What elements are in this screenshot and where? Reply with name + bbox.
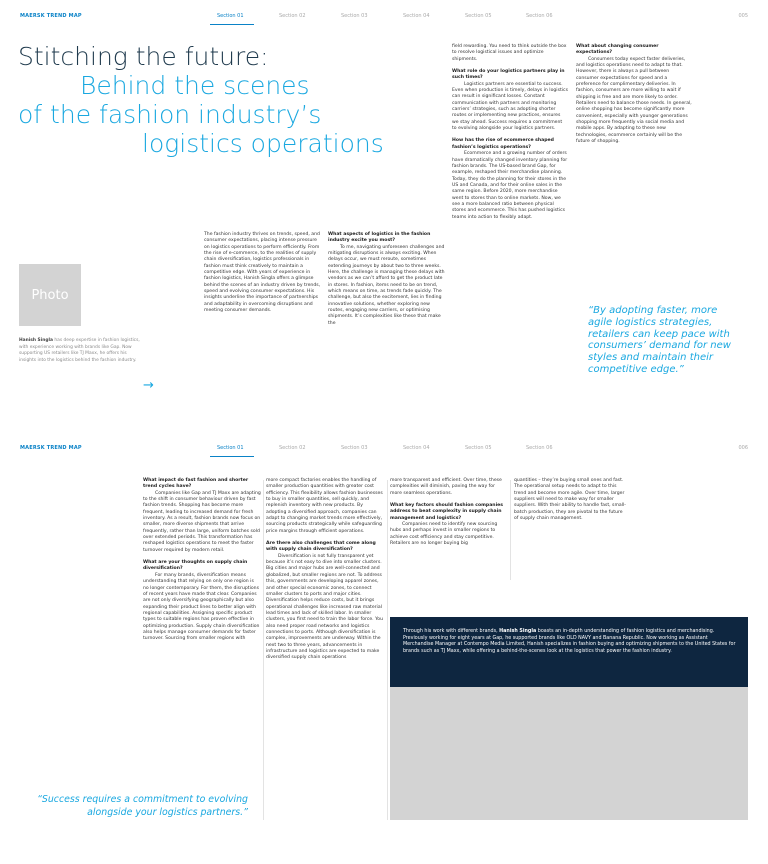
nav-section-03[interactable]: Section 03 (341, 445, 368, 451)
column-divider (510, 480, 511, 580)
nav-section-02[interactable]: Section 02 (279, 13, 306, 19)
answer-continued: more transparent and efficient. Over time, these complexities will diminish, paving the way for more seamless operations. (390, 478, 502, 496)
arrow-right-icon[interactable]: → (143, 378, 154, 393)
active-section-underline (210, 24, 254, 25)
section-nav (210, 13, 580, 27)
page-number: 005 (738, 13, 748, 19)
answer-paragraph: Companies need to identify new sourcing hubs and perhaps invest in smaller regions to achieve cost efficiency and stay competitive. Retailers are no longer buying big (390, 522, 498, 547)
text-column-1 (143, 478, 261, 643)
answer-paragraph: For many brands, diversification means understanding that relying on only one region is no longer contemporary. For them, the disruptions of recent years have made that clear. Companies are not only diversifying geographically but also expanding their product lines to better align with regional capabilities. Assigning specific product types to suitable regions has proven effective in optimizing production. Supply chain diversification also helps manage consumer demands for faster turnover. Sourcing from smaller regions with (143, 572, 260, 642)
intro-paragraph: The fashion industry thrives on trends, speed, and consumer expectations, placing intense pressure on logistics operations to perform efficiently. From the rise of e-commerce, to the realities of supply chain diversification, logistics professionals in fashion must think creatively to maintain a competitive edge. With years of experience in fashion logistics, Hanish Singla offers a glimpse behind the scenes of an industry driven by trends, speed and evolving consumer expectations. His insights underline the importance of partnerships and adaptability in overcoming disruptions and meeting consumer demands. (204, 232, 321, 314)
column-divider (387, 480, 388, 820)
author-bio-box (390, 617, 748, 687)
photo-caption (19, 338, 145, 364)
question-heading: What key factors should fashion companies address to beat complexity in supply chain management and logistics? (390, 503, 503, 521)
title-line-1: Stitching the future: (18, 42, 269, 71)
answer-continued: field rewarding. You need to think outside the box to resolve logistical issues and optimize shipments. (452, 44, 567, 62)
text-column-3 (390, 478, 506, 547)
text-column-3 (452, 44, 568, 221)
nav-section-02[interactable]: Section 02 (279, 445, 306, 451)
answer-paragraph: Ecommerce and a growing number of orders have dramatically changed inventory planning for fashion brands. The US-based brand Gap, for example, reshaped their merchandise planning. Today, they do the planning for their stores in the US and Canada, and for their online sales in the same region. Before 2020, more merchandise went to stores than to online markets. Now, we see a more balanced ratio between physical stores and ecommerce. This has pushed logistics teams into action to flexibly adapt. (452, 151, 568, 220)
brand-logo[interactable]: MAERSK TREND MAP (20, 445, 82, 451)
pull-quote: “Success requires a commitment to evolving alongside your logistics partners.” (37, 794, 248, 818)
nav-section-05[interactable]: Section 05 (465, 445, 492, 451)
section-nav (210, 445, 580, 459)
question-heading: How has the rise of ecommerce shaped fashion’s logistics operations? (452, 138, 554, 150)
answer-paragraph: Consumers today expect faster deliveries, and logistics operations need to adapt to that. However, there is always a pull between consumer expectations for speed and a preference for complimentary deliveries. In fashion, consumers are more willing to wait if shipping is free and are more likely to order. Retailers need to balance those needs. In general, online shopping has become significantly more convenient, especially with younger generations shopping more frequently via social media and mobile apps. By adapting to these new technologies, ecommerce certainly will be the future of shopping. (576, 56, 692, 145)
question-heading: What are your thoughts on supply chain diversification? (143, 560, 248, 572)
caption-text: has deep expertise in fashion logistics, with experience working with brands like Gap. Now supporting US retailers like TJ Maxx, he offers his insights into the logistics behind the fashion industry. (19, 338, 140, 363)
answer-paragraph: Companies like Gap and TJ Maxx are adapting to the shift in consumer behaviour driven by fast fashion trends. Shopping has become more frequent, leading to increased demand for fresh inventory. As a result, fashion brands now focus on smaller, more diverse shipments that arrive frequently, rather than large, uniform batches sold over extended periods. This transformation has reshaped logistics operations to meet the faster turnover required by modern retail. (143, 490, 261, 553)
nav-section-01[interactable]: Section 01 (217, 13, 244, 19)
nav-section-04[interactable]: Section 04 (403, 445, 430, 451)
nav-section-04[interactable]: Section 04 (403, 13, 430, 19)
author-photo-placeholder (19, 264, 81, 326)
question-heading: What aspects of logistics in the fashion industry excite you most? (328, 232, 431, 244)
text-column-2 (328, 232, 446, 327)
image-placeholder (390, 687, 748, 820)
question-heading: What role do your logistics partners play in such times? (452, 69, 565, 81)
nav-section-03[interactable]: Section 03 (341, 13, 368, 19)
answer-continued: more compact factories enables the handling of smaller production quantities with greater cost efficiency. This flexibility allows fashion businesses to buy in smaller quantities, sell quickly, and replenish inventory with new products. By adopting a diversified approach, companies can adapt to changing market trends more effectively, sourcing products strategically while safeguarding price margins through efficient operations. (266, 478, 383, 534)
bio-name: Hanish Singla (499, 629, 537, 634)
answer-paragraph: Logistics partners are essential to success. Even when production is timely, delays in logistics can result in significant losses. Constant communication with partners and monitoring carriers’ strategies, such as adopting shorter routes or implementing new practices, ensures we stay ahead. Success requires a commitment to evolving alongside your logistics partners. (452, 81, 568, 132)
question-heading: What impact do fast fashion and shorter trend cycles have? (143, 478, 249, 490)
nav-section-06[interactable]: Section 06 (526, 445, 553, 451)
bio-intro: Through his work with different brands, (403, 629, 498, 634)
page-number: 006 (738, 445, 748, 451)
photo-label: Photo (31, 287, 69, 303)
text-column-4 (514, 478, 628, 522)
caption-name: Hanish Singla (19, 338, 53, 343)
column-divider (263, 480, 264, 820)
title-line-2: Behind the scenes (80, 71, 310, 100)
active-section-underline (210, 456, 254, 457)
answer-paragraph: Diversification is not fully transparent yet because it’s not easy to dive into smaller clusters. Big cities and major hubs are well-connected and globalized, but smaller regions are not. To address this, governments are developing apparel zones, and other special economic zones, to connect smaller clusters to ports and major cities. Diversification helps reduce costs, but it brings operational challenges like increased raw material lead times and lack of skilled labor. In smaller clusters, you first need to train the labor force. You also need proper road networks and logistics connections to ports. Although diversification is complex, improvements are underway. Within the next two to three years, advancements in infrastructure and logistics are expected to make diversified supply chain operations (266, 553, 384, 661)
bio-text: boasts an in-depth understanding of fashion logistics and merchandising. Previously working for eight years at Gap, he supported brands like OLD NAVY and Banana Republic. Now working as Assistant Merchandise Manager at Contempo Media Limited, Hanish specializes in fashion buying and optimizing shipments to the United States for brands such as TJ Maxx, while offering a behind-the-scenes look at the logistics that power the fashion industry. (403, 629, 736, 654)
pull-quote: “By adopting faster, more agile logistics strategies, retailers can keep pace with consumers’ demand for new styles and maintain their competitive edge.” (588, 305, 731, 375)
article-title (18, 42, 388, 158)
question-heading: What about changing consumer expectations? (576, 44, 659, 56)
brand-logo[interactable]: MAERSK TREND MAP (20, 13, 82, 19)
nav-section-06[interactable]: Section 06 (526, 13, 553, 19)
nav-section-05[interactable]: Section 05 (465, 13, 492, 19)
text-column-2 (266, 478, 384, 662)
title-line-4: logistics operations (142, 129, 384, 158)
text-column-intro (204, 232, 322, 314)
question-heading: Are there also challenges that come along with supply chain diversification? (266, 541, 376, 553)
title-line-3: of the fashion industry’s (18, 100, 322, 129)
answer-paragraph: To me, navigating unforeseen challenges and mitigating disruptions is always exciting. When delays occur, we must reroute, sometimes extending journeys by about two to three weeks. Here, the challenge is managing these delays with vendors as we can’t afford to get the product late in stores. In fashion, items need to be on trend, which means on time, as trends fade quickly. The challenge, but also the excitement, lies in finding innovative solutions, whether exploring new routes, engaging new carriers, or optimising shipments. It’s complexities like these that make the (328, 244, 445, 326)
answer-continued: quantities – they’re buying small ones and fast. The operational setup needs to adapt to this trend and become more agile. Over time, larger suppliers will need to make way for smaller suppliers. With their ability to handle fast, small-batch production, they are pivotal to the future of supply chain management. (514, 478, 626, 522)
nav-section-01[interactable]: Section 01 (217, 445, 244, 451)
text-column-4 (576, 44, 692, 146)
